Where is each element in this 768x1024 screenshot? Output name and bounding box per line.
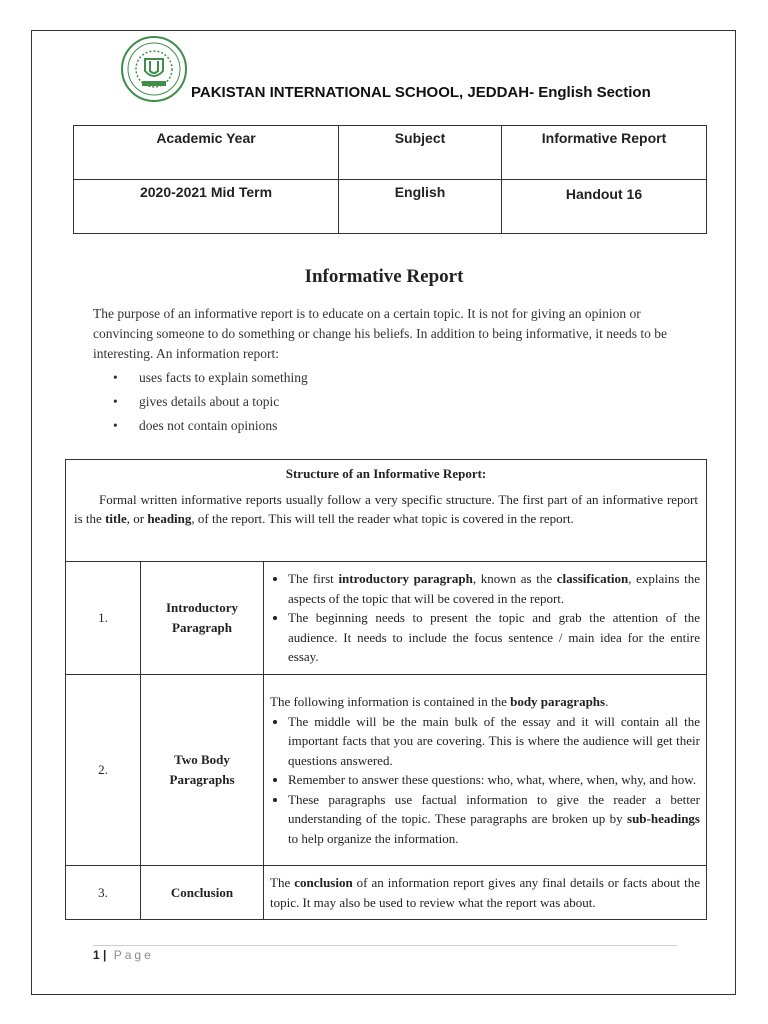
page-separator: | [103, 948, 107, 962]
bullet-icon: • [113, 370, 118, 385]
page-footer [93, 948, 154, 962]
list-item: • Remember to answer these questions: who, what, where, when, why, and how. [288, 770, 700, 790]
structure-title: Structure of an Informative Report: [285, 466, 487, 481]
bullet-list [93, 368, 308, 440]
table-row [66, 562, 707, 675]
list-item: • The first introductory paragraph, known as the classification, explains the aspects of the topic that will be covered in the report. [288, 569, 700, 608]
list-item: • These paragraphs use factual information to give the reader a better understanding of the topic. These paragraphs are broken up by sub-headings to help organize the information. [288, 790, 700, 849]
row-lead-text: The following information is contained in the body paragraphs. [270, 694, 609, 709]
list-item: • uses facts to explain something [93, 368, 308, 392]
table-row [66, 675, 707, 866]
bullet-icon: • [113, 394, 118, 409]
structure-header-row [66, 460, 707, 562]
school-name: PAKISTAN INTERNATIONAL SCHOOL, JEDDAH- English Section [191, 84, 651, 101]
page-label: Page [113, 948, 154, 962]
footer-divider [93, 945, 677, 946]
row-description: The conclusion of an information report gives any final details or facts about the topic. It may also be used to review what the report was about. [264, 866, 707, 920]
bullet-icon: • [113, 418, 118, 433]
list-item: • does not contain opinions [93, 416, 308, 440]
structure-description: Formal written informative reports usually follow a very specific structure. The first part of an informative report is the title, or heading, of the report. This will tell the reader what topic is covered in the report. [74, 492, 698, 526]
info-row-values [74, 180, 707, 234]
row-number: 2. [66, 675, 141, 866]
document-title: Informative Report [304, 266, 464, 287]
list-item: • The beginning needs to present the topic and grab the attention of the audience. It needs to include the focus sentence / main idea for the entire essay. [288, 608, 700, 667]
intro-paragraph: The purpose of an informative report is to educate on a certain topic. It is not for giving an opinion or convincing someone to do something or change his beliefs. In addition to being informative, it needs to be interesting. An information report: [93, 306, 668, 361]
row-number: 1. [66, 562, 141, 675]
info-cell-subject: Subject [339, 126, 502, 180]
table-row [66, 866, 707, 920]
info-row-header [74, 126, 707, 180]
info-table [73, 125, 707, 234]
structure-header-cell [66, 460, 707, 562]
info-cell-report-type: Informative Report [502, 126, 707, 180]
row-description [264, 562, 707, 675]
row-label: Conclusion [141, 866, 264, 920]
row-description [264, 675, 707, 866]
info-cell-handout: Handout 16 [502, 180, 707, 234]
info-cell-subject-value: English [339, 180, 502, 234]
info-cell-term: 2020-2021 Mid Term [74, 180, 339, 234]
info-cell-academic-year: Academic Year [74, 126, 339, 180]
list-item: • gives details about a topic [93, 392, 308, 416]
row-number: 3. [66, 866, 141, 920]
page-number: 1 [93, 948, 100, 962]
row-label: Two Body Paragraphs [141, 675, 264, 866]
structure-table [65, 459, 707, 920]
list-item: • The middle will be the main bulk of the essay and it will contain all the important facts that you are covering. This is where the audience will get their questions answered. [288, 712, 700, 771]
school-logo-icon [120, 35, 188, 103]
row-label: Introductory Paragraph [141, 562, 264, 675]
